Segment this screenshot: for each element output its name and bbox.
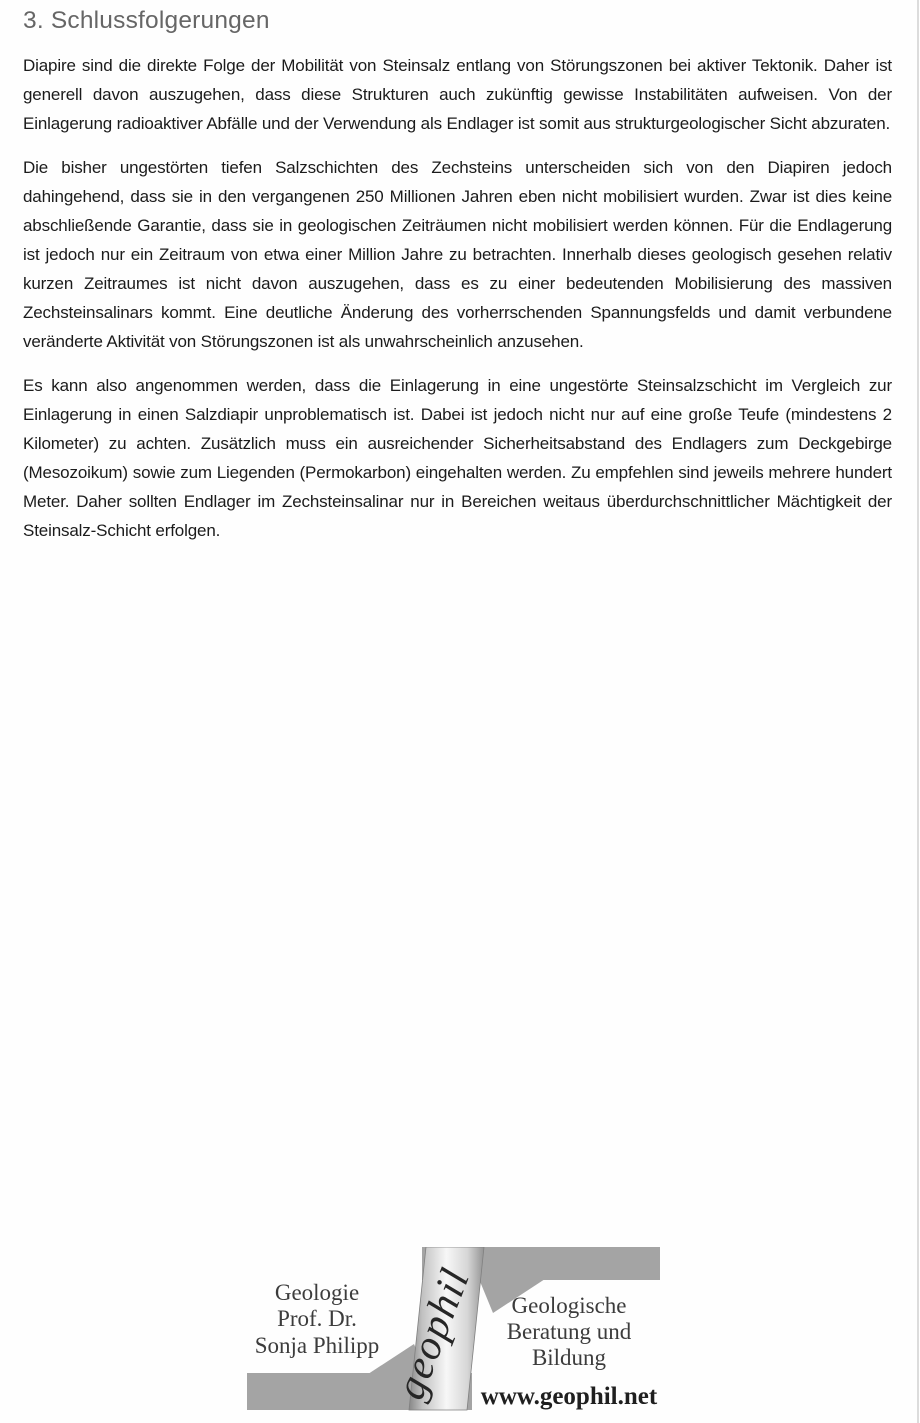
services-line-2: Beratung und — [506, 1319, 632, 1344]
text-content — [23, 6, 892, 545]
paragraph-2: Die bisher ungestörten tiefen Salzschichten des Zechsteins unterscheiden sich von den Diapiren jedoch dahingehend, dass sie in den vergangenen 250 Millionen Jahren eben nicht mobilisiert wurden. Zwar ist dies keine abschließende Garantie, dass sie in geologischen Zeiträumen nicht mobilisiert werden können. Für die Endlagerung ist jedoch nur ein Zeitraum von etwa einer Million Jahre zu betrachten. Innerhalb dieses geologisch gesehen relativ kurzen Zeitraumes ist nicht davon auszugehen, dass es zu einer bedeutenden Mobilisierung des massiven Zechsteinsalinars kommt. Eine deutliche Änderung des vorherrschenden Spannungsfelds und damit verbundene veränderte Aktivität von Störungszonen ist als unwahrscheinlich anzusehen. — [23, 158, 892, 351]
paragraph-1: Diapire sind die direkte Folge der Mobilität von Steinsalz entlang von Störungszonen bei aktiver Tektonik. Daher ist generell davon auszugehen, dass diese Strukturen auch zukünftig gewisse Instabilitäten aufweisen. Von der Einlagerung radioaktiver Abfälle und der Verwendung als Endlager ist somit aus strukturgeologischer Sicht abzuraten. — [23, 56, 892, 133]
paragraph-3: Es kann also angenommen werden, dass die Einlagerung in eine ungestörte Steinsalzschicht im Vergleich zur Einlagerung in einen Salzdiapir unproblematisch ist. Dabei ist jedoch nicht nur auf eine große Teufe (mindestens 2 Kilometer) zu achten. Zusätzlich muss ein ausreichender Sicherheitsabstand des Endlagers zum Deckgebirge (Mesozoikum) sowie zum Liegenden (Permokarbon) eingehalten werden. Zu empfehlen sind jeweils mehrere hundert Meter. Daher sollten Endlager im Zechsteinsalinar nur in Bereichen weitaus überdurchschnittlicher Mächtigkeit der Steinsalz-Schicht erfolgen. — [23, 376, 892, 540]
owner-line-2: Prof. Dr. — [277, 1306, 357, 1331]
services-line-1: Geologische — [511, 1293, 627, 1318]
brand-name: geophil — [387, 1261, 480, 1406]
owner-line-3: Sonja Philipp — [254, 1333, 380, 1358]
scan-edge-line — [917, 0, 919, 1423]
website-url: www.geophil.net — [480, 1383, 658, 1410]
services-line-3: Bildung — [531, 1345, 607, 1370]
section-heading: 3. Schlussfolgerungen — [23, 7, 270, 34]
owner-line-1: Geologie — [274, 1280, 360, 1305]
geophil-logo — [247, 1247, 660, 1413]
